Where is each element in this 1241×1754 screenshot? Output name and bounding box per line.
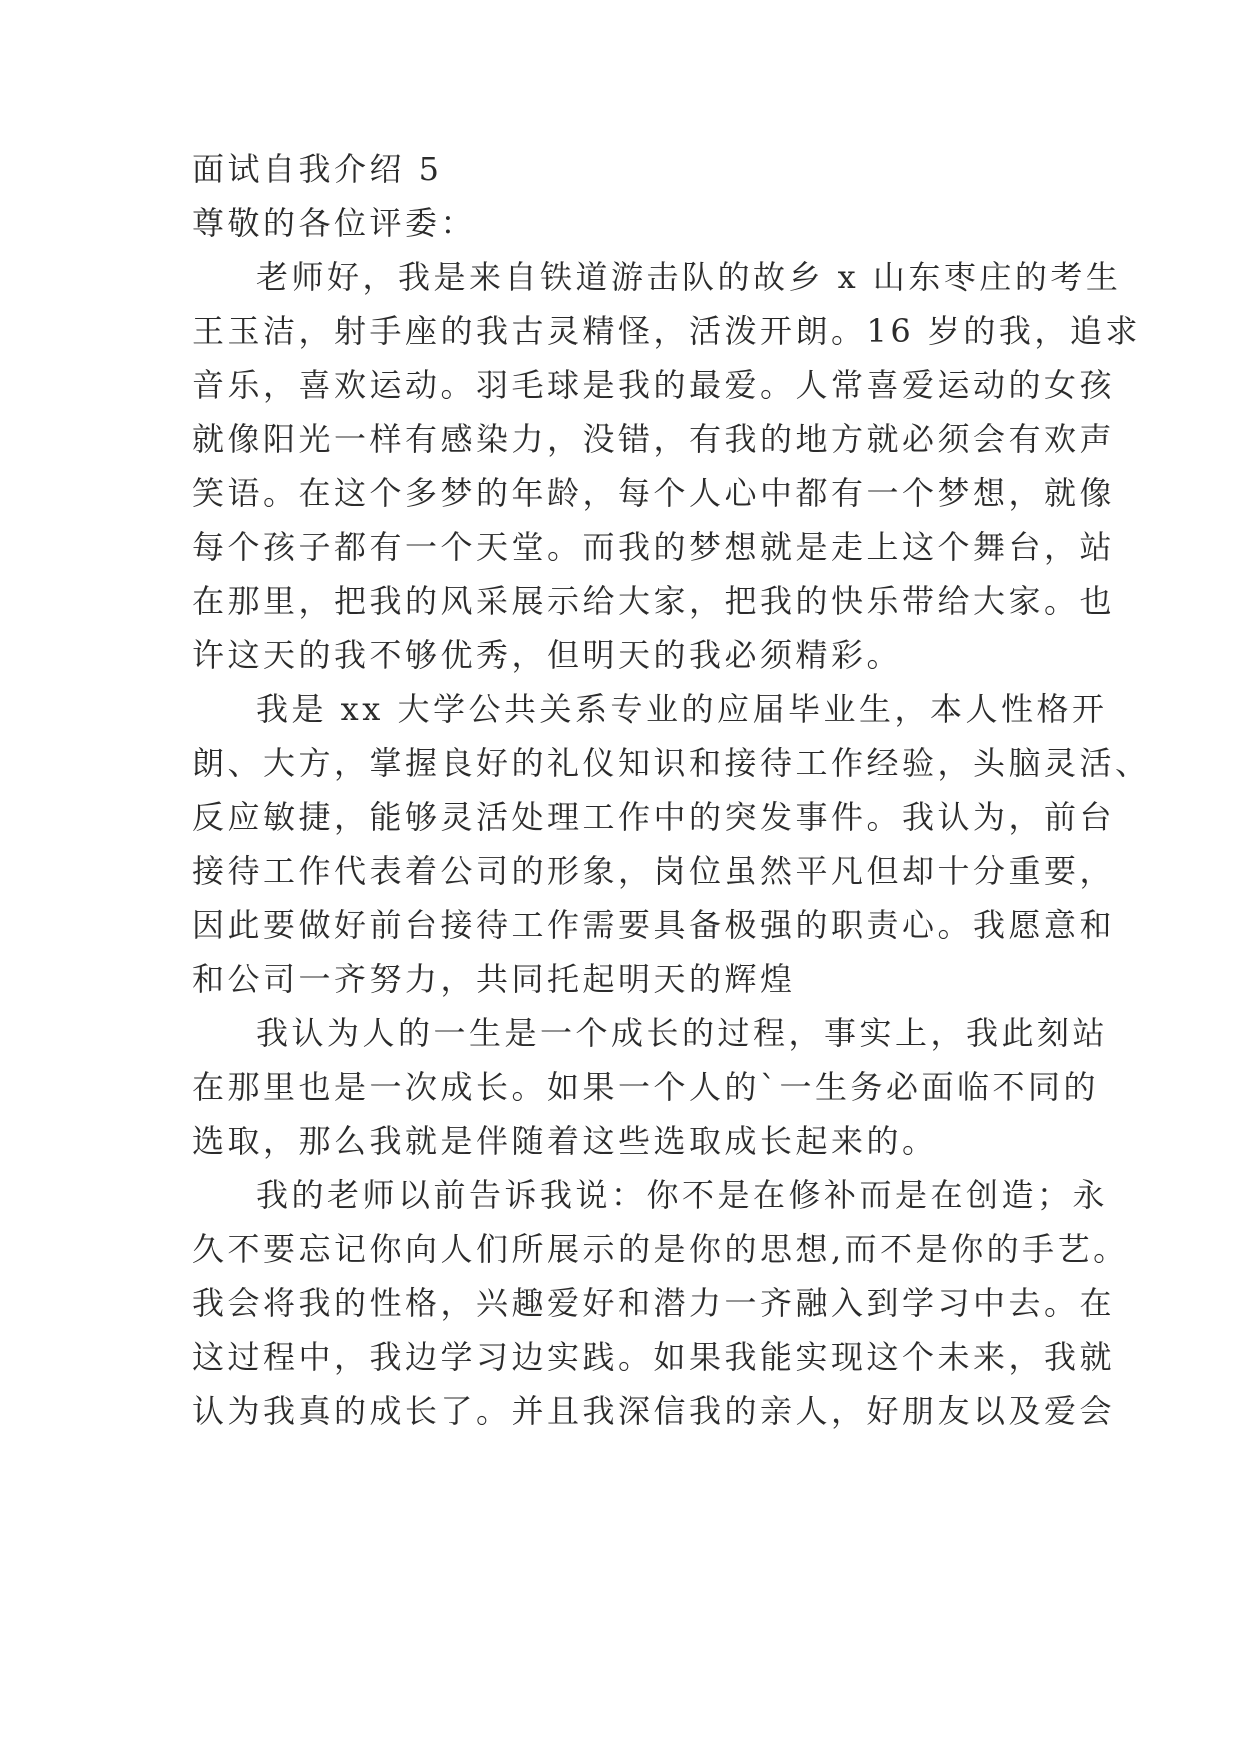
paragraph-line: 我认为人的一生是一个成长的过程，事实上，我此刻站 [256, 1014, 1109, 1052]
paragraph-line: 这过程中，我边学习边实践。如果我能实现这个未来，我就 [192, 1338, 1116, 1376]
paragraph-line: 接待工作代表着公司的形象，岗位虽然平凡但却十分重要， [192, 852, 1116, 890]
paragraph-line: 久不要忘记你向人们所展示的是你的思想,而不是你的手艺。 [192, 1230, 1129, 1268]
paragraph-line: 笑语。在这个多梦的年龄，每个人心中都有一个梦想，就像 [192, 474, 1116, 512]
paragraph-line: 每个孩子都有一个天堂。而我的梦想就是走上这个舞台，站 [192, 528, 1116, 566]
paragraph-line: 就像阳光一样有感染力，没错，有我的地方就必须会有欢声 [192, 420, 1116, 458]
salutation: 尊敬的各位评委： [192, 204, 477, 242]
paragraph-line: 在那里也是一次成长。如果一个人的`一生务必面临不同的 [192, 1068, 1100, 1106]
paragraph-line: 老师好，我是来自铁道游击队的故乡 x 山东枣庄的考生 [256, 258, 1122, 296]
paragraph-line: 音乐，喜欢运动。羽毛球是我的最爱。人常喜爱运动的女孩 [192, 366, 1116, 404]
paragraph-line: 在那里，把我的风采展示给大家，把我的快乐带给大家。也 [192, 582, 1116, 620]
paragraph-line: 我是 xx 大学公共关系专业的应届毕业生，本人性格开 [256, 690, 1108, 728]
paragraph-line: 我的老师以前告诉我说：你不是在修补而是在创造；永 [256, 1176, 1109, 1214]
paragraph-line: 选取，那么我就是伴随着这些选取成长起来的。 [192, 1122, 938, 1160]
paragraph-line: 朗、大方，掌握良好的礼仪知识和接待工作经验，头脑灵活、 [192, 744, 1151, 782]
paragraph-line: 许这天的我不够优秀，但明天的我必须精彩。 [192, 636, 903, 674]
paragraph-line: 和公司一齐努力，共同托起明天的辉煌 [192, 960, 796, 998]
paragraph-line: 王玉洁，射手座的我古灵精怪，活泼开朗。16 岁的我，追求 [192, 312, 1141, 350]
paragraph-line: 因此要做好前台接待工作需要具备极强的职责心。我愿意和 [192, 906, 1116, 944]
paragraph-line: 我会将我的性格，兴趣爱好和潜力一齐融入到学习中去。在 [192, 1284, 1116, 1322]
document-title: 面试自我介绍 5 [192, 150, 443, 188]
paragraph-line: 认为我真的成长了。并且我深信我的亲人，好朋友以及爱会 [192, 1392, 1116, 1430]
paragraph-line: 反应敏捷，能够灵活处理工作中的突发事件。我认为，前台 [192, 798, 1116, 836]
